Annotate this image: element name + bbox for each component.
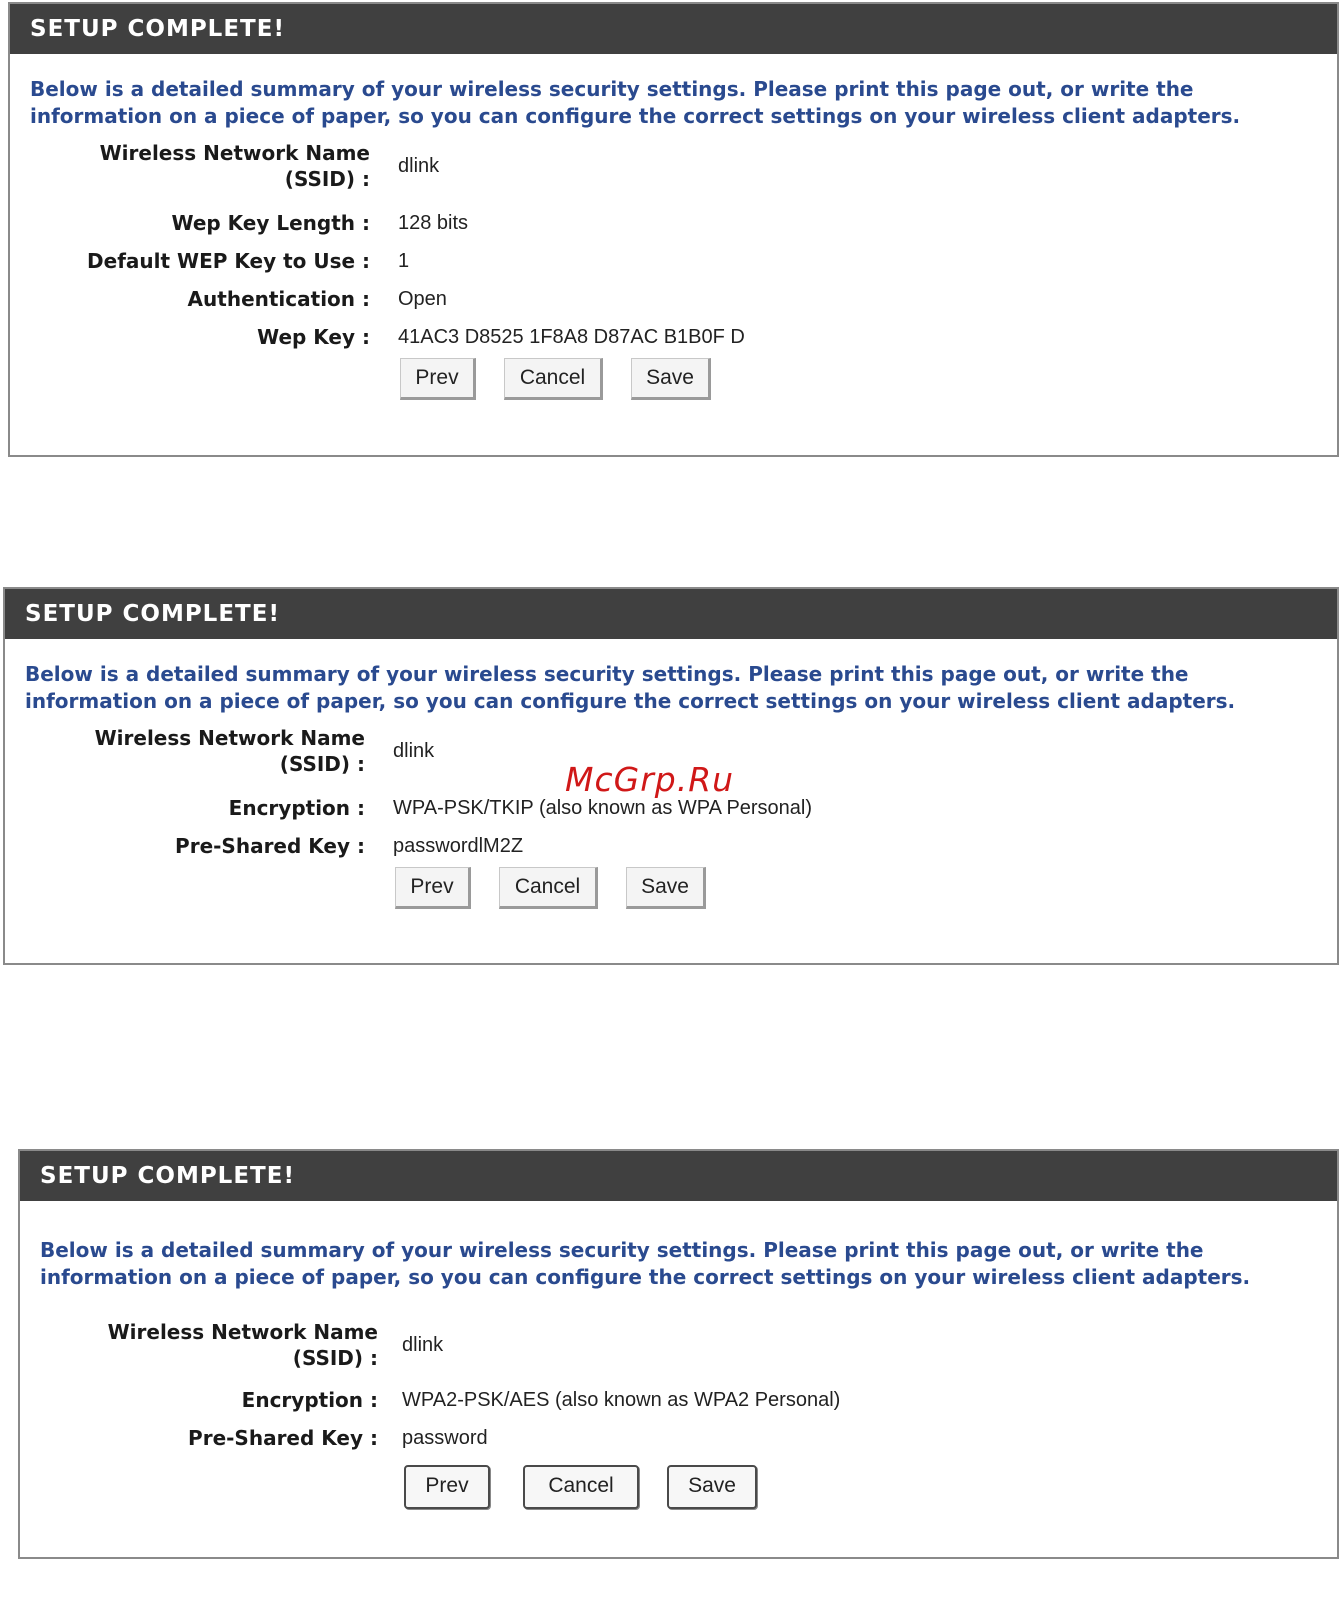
ssid-label xyxy=(48,1319,378,1371)
setup-complete-panel-wep xyxy=(8,2,1339,457)
ssid-label-line1: Wireless Network Name xyxy=(99,141,370,165)
encryption-value: WPA2-PSK/AES (also known as WPA2 Personal) xyxy=(402,1389,841,1411)
prev-button[interactable]: Prev xyxy=(395,867,471,909)
pre-shared-key-label: Pre-Shared Key : xyxy=(175,834,365,858)
pre-shared-key-value: passwordlM2Z xyxy=(393,835,524,857)
ssid-label-line1: Wireless Network Name xyxy=(94,726,365,750)
cancel-button[interactable]: Cancel xyxy=(499,867,598,909)
authentication-label: Authentication : xyxy=(187,287,370,311)
ssid-label-line1: Wireless Network Name xyxy=(107,1320,378,1344)
pre-shared-key-value: password xyxy=(402,1427,488,1449)
save-button[interactable]: Save xyxy=(667,1465,757,1509)
pre-shared-key-label: Pre-Shared Key : xyxy=(188,1426,378,1450)
prev-button[interactable]: Prev xyxy=(404,1465,490,1509)
save-button[interactable]: Save xyxy=(626,867,706,909)
wep-key-value: 41AC3 D8525 1F8A8 D87AC B1B0F D xyxy=(398,326,745,348)
save-button[interactable]: Save xyxy=(631,358,711,400)
authentication-value: Open xyxy=(398,288,447,310)
ssid-value: dlink xyxy=(398,155,440,177)
default-wep-key-label: Default WEP Key to Use : xyxy=(87,249,370,273)
ssid-label-line2: (SSID) : xyxy=(279,752,365,776)
ssid-label xyxy=(35,725,365,777)
watermark-text: McGrp.Ru xyxy=(565,760,735,799)
prev-button[interactable]: Prev xyxy=(400,358,476,400)
wep-key-length-value: 128 bits xyxy=(398,212,469,234)
panel-title: SETUP COMPLETE! xyxy=(10,4,1337,54)
ssid-value: dlink xyxy=(393,740,435,762)
panel-description: Below is a detailed summary of your wireless security settings. Please print this page out, or write the information on a piece of paper, so you can configure the correct settings on your wireless client adapters. xyxy=(40,1238,1251,1289)
ssid-label-line2: (SSID) : xyxy=(284,167,370,191)
cancel-button[interactable]: Cancel xyxy=(523,1465,639,1509)
encryption-value: WPA-PSK/TKIP (also known as WPA Personal) xyxy=(393,797,813,819)
panel-description: Below is a detailed summary of your wireless security settings. Please print this page out, or write the information on a piece of paper, so you can configure the correct settings on your wireless client adapters. xyxy=(30,77,1241,128)
panel-title: SETUP COMPLETE! xyxy=(5,589,1337,639)
ssid-label-line2: (SSID) : xyxy=(292,1346,378,1370)
panel-title: SETUP COMPLETE! xyxy=(20,1151,1337,1201)
wep-key-label: Wep Key : xyxy=(257,325,370,349)
default-wep-key-value: 1 xyxy=(398,250,410,272)
cancel-button[interactable]: Cancel xyxy=(504,358,603,400)
wep-key-length-label: Wep Key Length : xyxy=(171,211,370,235)
encryption-label: Encryption : xyxy=(241,1388,378,1412)
setup-complete-panel-wpa2 xyxy=(18,1149,1339,1559)
panel-description: Below is a detailed summary of your wireless security settings. Please print this page out, or write the information on a piece of paper, so you can configure the correct settings on your wireless client adapters. xyxy=(25,662,1236,713)
encryption-label: Encryption : xyxy=(228,796,365,820)
ssid-label xyxy=(40,140,370,192)
ssid-value: dlink xyxy=(402,1334,444,1356)
